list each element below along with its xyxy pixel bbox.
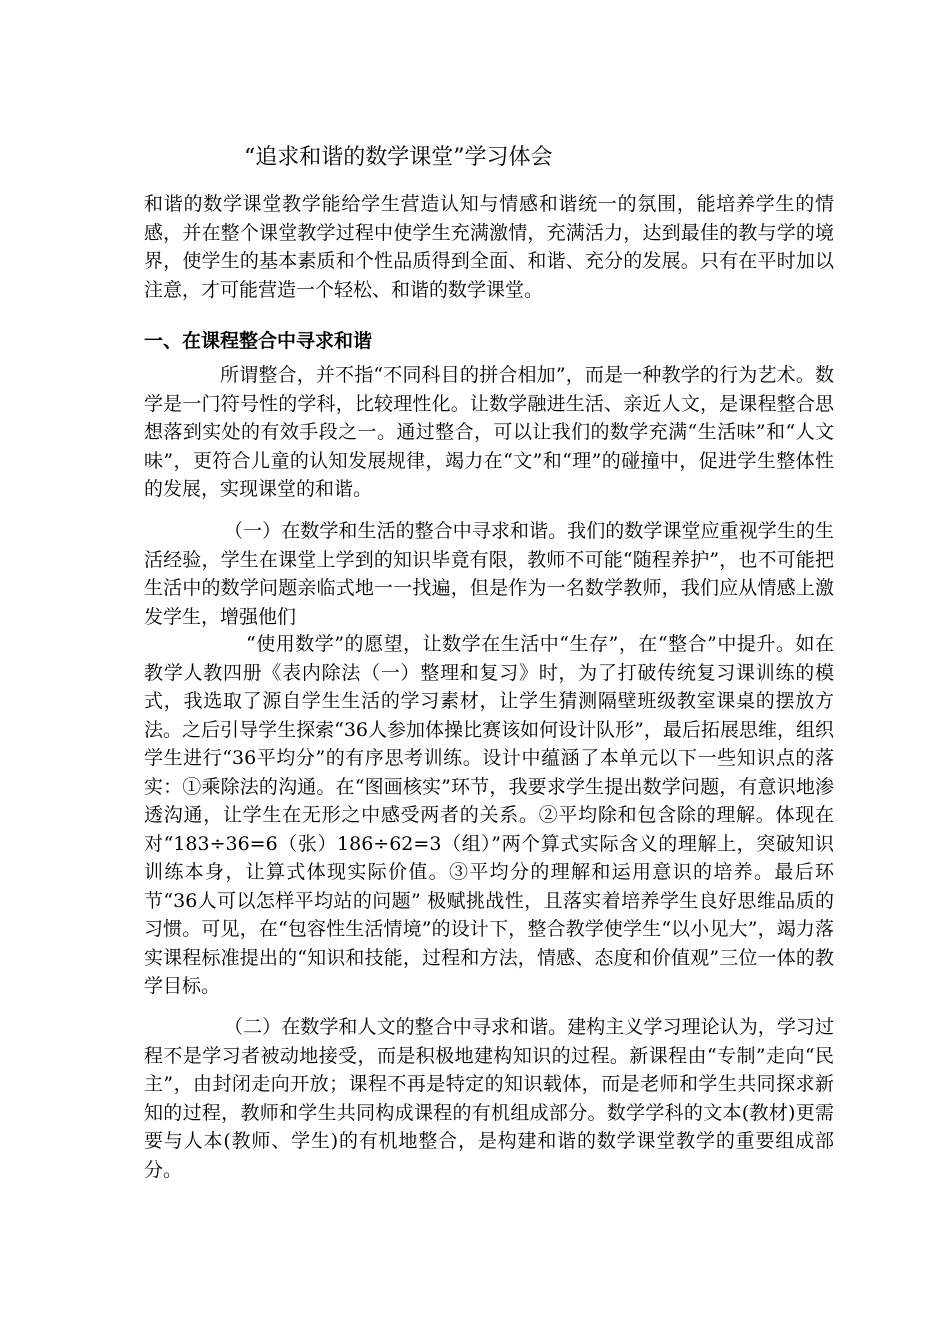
subsection-2-paragraph: （二）在数学和人文的整合中寻求和谐。建构主义学习理论认为，学习过程不是学习者被动地接受，而是积极地建构知识的过程。新课程由“专制”走向“民主”，由封闭走向开放；课程不再是特定的知识载体，而是老师和学生共同探求新知的过程，教师和学生共同构成课程的有机组成部分。数学学科的文本(教材)更需要与人本(教师、学生)的有机地整合，是构建和谐的数学课堂教学的重要组成部分。 [144,1016,834,1181]
section-1-heading: 一、在课程整合中寻求和谐 [144,330,373,352]
intro-paragraph: 和谐的数学课堂教学能给学生营造认知与情感和谐统一的氛围，能培养学生的情感，并在整个课堂教学过程中使学生充满激情，充满活力，达到最佳的教与学的境界，使学生的基本素质和个性品质得到全面、和谐、充分的发展。只有在平时加以注意，才可能营造一个轻松、和谐的数学课堂。 [144,193,834,301]
subsection-1-continuation: “使用数学”的愿望，让数学在生活中“生存”，在“整合”中提升。如在教学人教四册《表内除法（一）整理和复习》时，为了打破传统复习课训练的模式，我选取了源自学生生活的学习素材，让学生猜测隔壁班级教室课桌的摆放方法。之后引导学生探索“36人参加体操比赛该如何设计队形”，最后拓展思维，组织学生进行“36平均分”的有序思考训练。设计中蕴涵了本单元以下一些知识点的落实：①乘除法的沟通。在“图画核实”环节，我要求学生提出数学问题，有意识地渗透沟通，让学生在无形之中感受两者的关系。②平均除和包含除的理解。体现在对“183÷36=6（张）186÷62=3（组）”两个算式实际含义的理解上，突破知识训练本身，让算式体现实际价值。③平均分的理解和运用意识的培养。最后环节“36人可以怎样平均站的问题” 极赋挑战性，且落实着培养学生良好思维品质的习惯。可见，在“包容性生活情境”的设计下，整合教学使学生“以小见大”，竭力落实课程标准提出的“知识和技能，过程和方法，情感、态度和价值观”三位一体的教学目标。 [144,633,834,997]
subsection-1-paragraph: （一）在数学和生活的整合中寻求和谐。我们的数学课堂应重视学生的生活经验，学生在课堂上学到的知识毕竟有限，教师不可能“随程养护”，也不可能把生活中的数学问题亲临式地一一找遍，但是作为一名数学教师，我们应从情感上激发学生，增强他们 [144,520,834,628]
section-1-paragraph: 所谓整合，并不指“不同科目的拼合相加”，而是一种教学的行为艺术。数学是一门符号性的学科，比较理性化。让数学融进生活、亲近人文，是课程整合思想落到实处的有效手段之一。通过整合，可以让我们的数学充满“生活味”和“人文味”，更符合儿童的认知发展规律，竭力在“文”和“理”的碰撞中，促进学生整体性的发展，实现课堂的和谐。 [144,364,834,500]
document-title: “追求和谐的数学课堂”学习体会 [244,145,553,170]
